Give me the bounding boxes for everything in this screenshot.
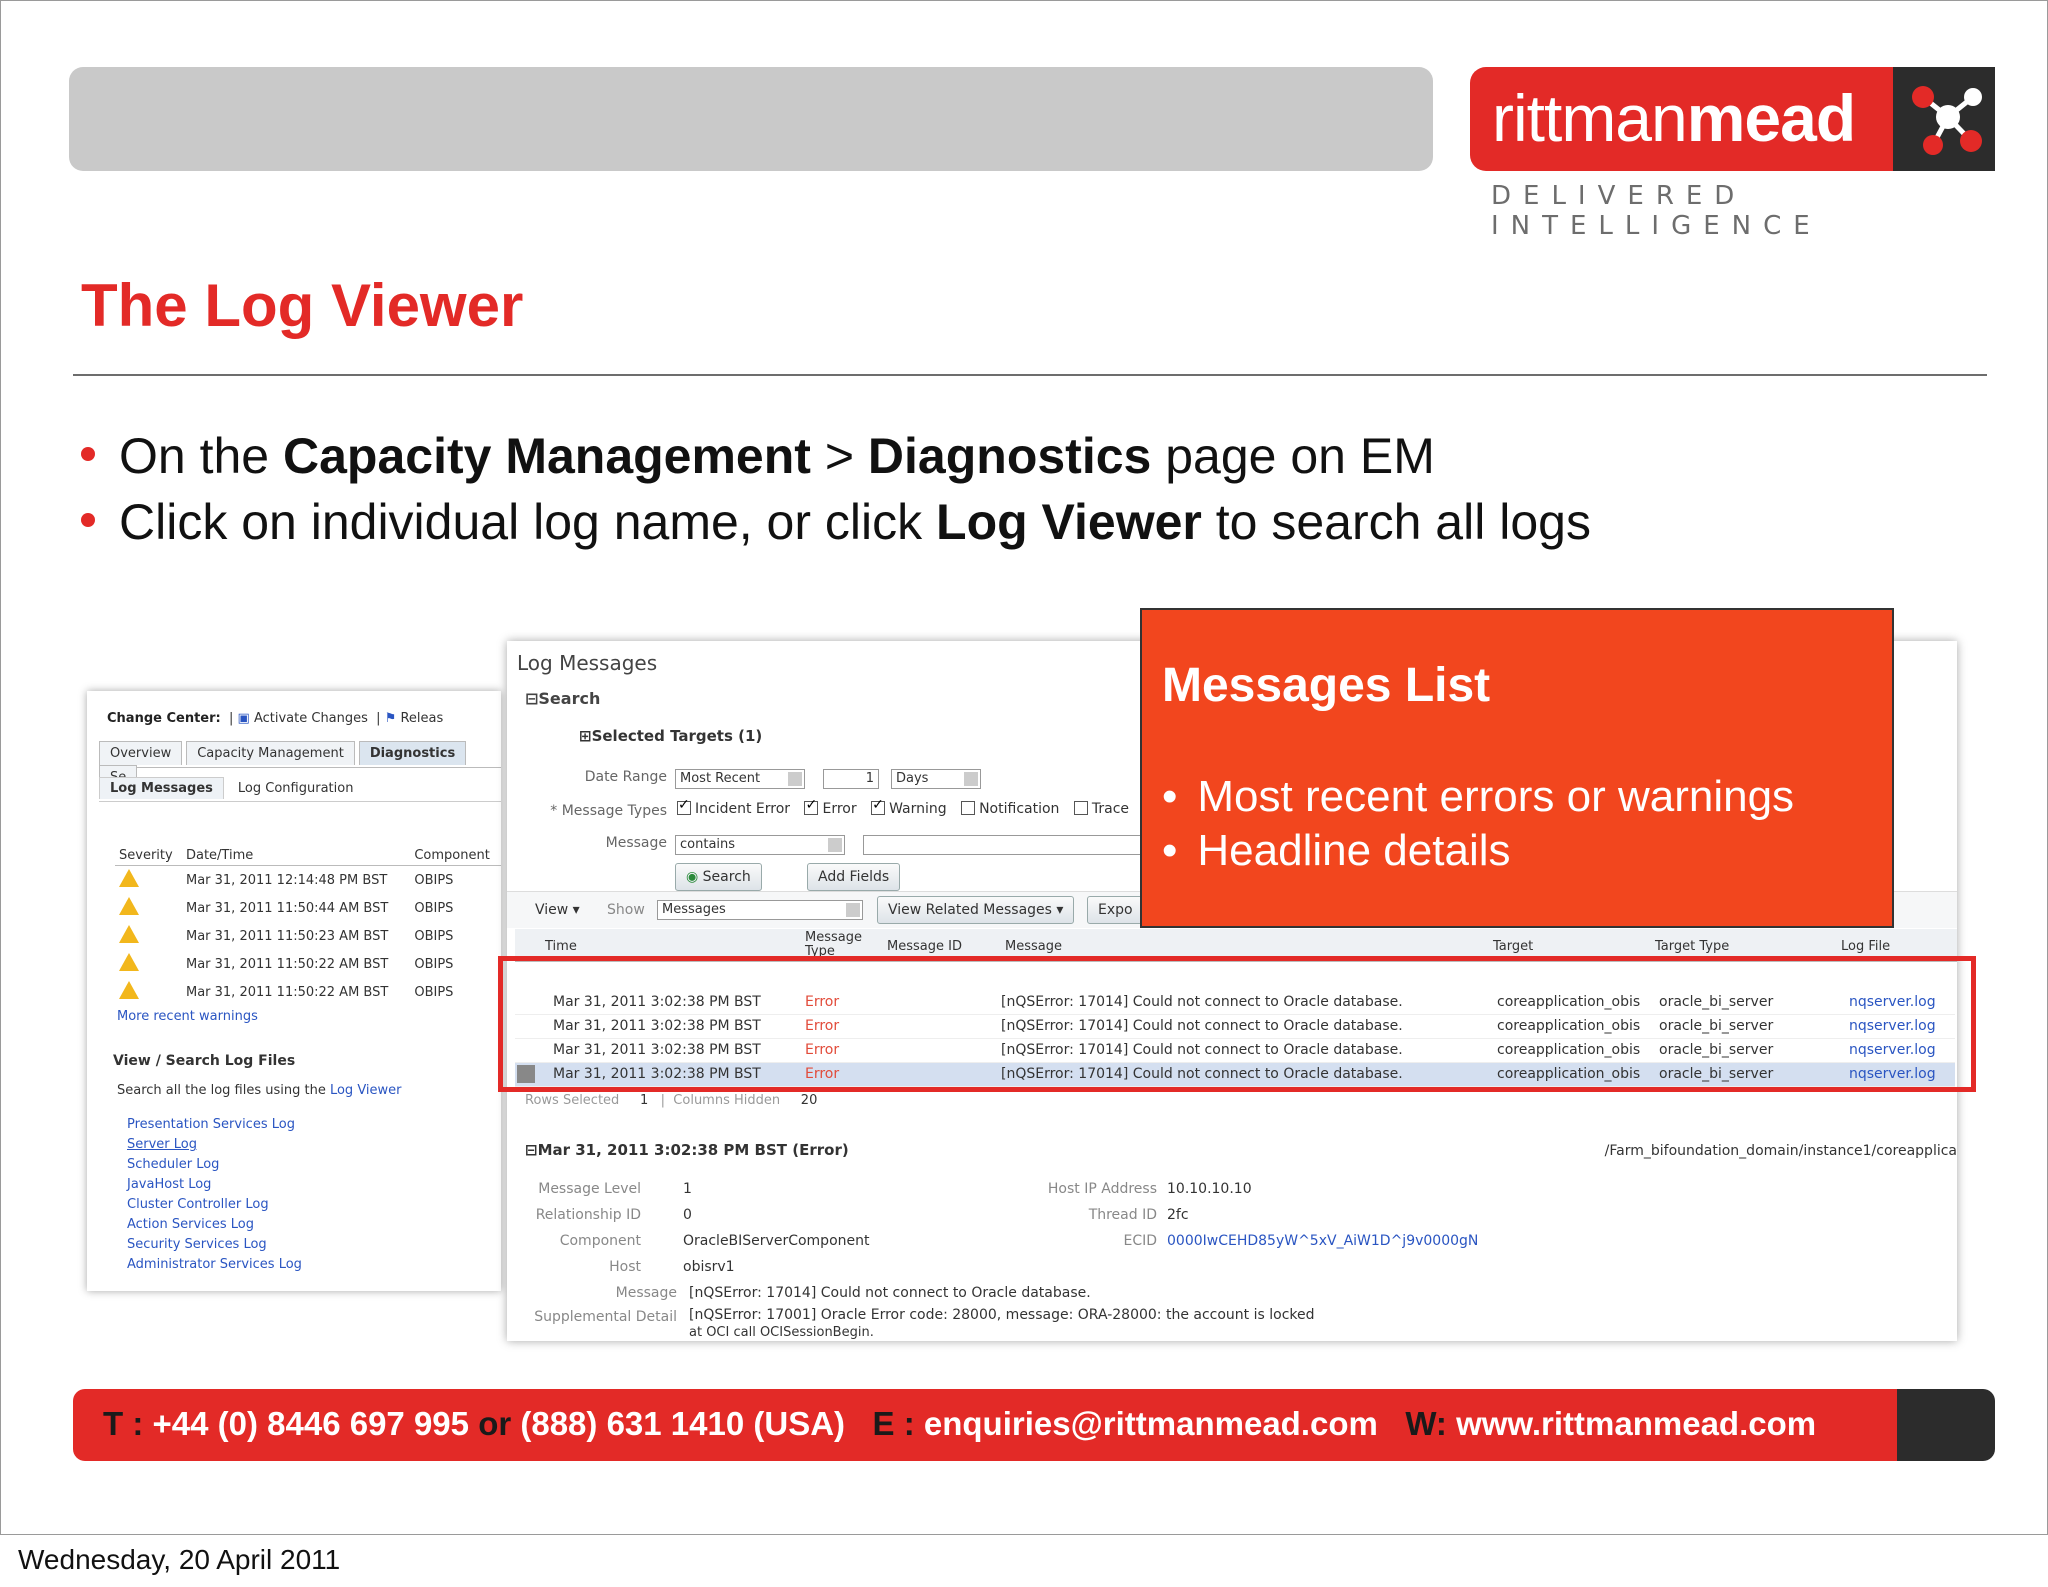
collapse-icon[interactable]: ⊟ (525, 1141, 538, 1159)
release-button[interactable]: Releas (400, 711, 444, 726)
expand-icon[interactable]: ⊞ (579, 727, 592, 745)
title-divider (73, 374, 1987, 376)
host-label: Host (609, 1259, 641, 1275)
rittmanmead-logo (1470, 67, 1995, 171)
slide-title: The Log Viewer (81, 272, 524, 339)
supplemental-value-2: at OCI call OCISessionBegin. (689, 1325, 874, 1340)
col-severity[interactable]: Severity (115, 846, 182, 866)
filter-error[interactable]: ✓ Error (804, 801, 856, 817)
log-link[interactable]: Scheduler Log (127, 1157, 220, 1172)
search-description: Search all the log files using the (117, 1083, 326, 1098)
ecid-label: ECID (1123, 1233, 1157, 1249)
export-button[interactable]: Expo (1087, 896, 1144, 924)
table-row[interactable]: Mar 31, 2011 3:02:38 PM BST Error [nQSError: 17014] Could not connect to Oracle database. coreapplication_obis oracle_bi_server nqserver.log (515, 1039, 1955, 1063)
chevron-down-icon (828, 838, 842, 852)
warning-icon (119, 925, 139, 943)
callout-title: Messages List (1162, 659, 1491, 712)
message-level-label: Message Level (538, 1181, 641, 1197)
chevron-down-icon (964, 772, 978, 786)
logo-word-light: rittman (1492, 81, 1687, 155)
message-type-filters (677, 801, 1139, 817)
header-bar (69, 67, 1433, 171)
col-log-file[interactable]: Log File (1841, 939, 1891, 954)
change-center-label: Change Center: (107, 711, 221, 726)
filter-trace[interactable]: Trace (1074, 801, 1129, 817)
callout-item: • Headline details (1162, 824, 1794, 878)
table-row[interactable]: Mar 31, 2011 11:50:23 AM BST OBIPS (115, 922, 501, 950)
log-link[interactable]: Server Log (127, 1137, 197, 1152)
table-row-selected[interactable]: Mar 31, 2011 3:02:38 PM BST Error [nQSError: 17014] Could not connect to Oracle database. coreapplication_obis oracle_bi_server nqserver.log (515, 1063, 1955, 1087)
chevron-down-icon (846, 903, 860, 917)
email-label: E : (872, 1405, 915, 1442)
col-datetime[interactable]: Date/Time (182, 846, 410, 866)
search-button[interactable]: ◉ Search (675, 863, 762, 891)
callout-item: • Most recent errors or warnings (1162, 770, 1794, 824)
phone-uk: +44 (0) 8446 697 995 (152, 1405, 470, 1442)
table-row[interactable]: Mar 31, 2011 12:14:48 PM BST OBIPS (115, 866, 501, 895)
or-text: or (478, 1405, 512, 1442)
log-file-link[interactable]: nqserver.log (1849, 1066, 1936, 1082)
checkbox-checked-icon[interactable] (804, 801, 818, 815)
bullet-item: Click on individual log name, or click Log Viewer to search all logs (81, 489, 1591, 555)
footer-contact-bar (73, 1389, 1903, 1461)
tab-overview[interactable]: Overview (99, 741, 182, 765)
date-range-label: Date Range (584, 769, 667, 785)
phone-label: T : (103, 1405, 144, 1442)
warning-icon (119, 897, 139, 915)
detail-header[interactable]: Mar 31, 2011 3:02:38 PM BST (Error) (537, 1141, 849, 1159)
supplemental-value: [nQSError: 17001] Oracle Error code: 28000, message: ORA-28000: the account is locked (689, 1307, 1315, 1323)
message-level-value: 1 (683, 1181, 692, 1197)
log-file-link[interactable]: nqserver.log (1849, 994, 1936, 1010)
col-message-type[interactable]: Message Type (805, 930, 862, 959)
log-file-list (127, 1115, 302, 1275)
view-related-messages-button[interactable]: View Related Messages ▾ (877, 896, 1074, 924)
log-file-link[interactable]: nqserver.log (1849, 1042, 1936, 1058)
bullet-item: On the Capacity Management > Diagnostics page on EM (81, 423, 1591, 489)
show-label: Show (607, 902, 645, 918)
host-ip-value: 10.10.10.10 (1167, 1181, 1252, 1197)
email-link[interactable]: enquiries@rittmanmead.com (923, 1405, 1378, 1442)
diagnostics-screenshot: Change Center: | ▣ Activate Changes | ⚑ Releas Overview Capacity Management Diagnostics Log Messages Log Configuration Severity Date/Time Component Mar 31, 2011 12:14:48 PM BST OBIPS Mar 31, 2011 11:50:44 AM BST OBIPS Mar 31, 2011 11:50:23 AM BST OBIPS Mar 31, 2011 11:50:22 AM BST OBIPS Mar 31, 2011 11:50:22 AM BST OBIPS More recent warnings View / Search Log Files Search all the log files using the Log Viewer Presentation Services Log Server Log Scheduler Log JavaHost Log Cluster Controller Log Action Services Log Security Services Log Administrator Services Log (87, 691, 501, 1291)
col-time[interactable]: Time (545, 939, 577, 954)
date-range-unit-select[interactable]: Days (891, 769, 981, 789)
logo-tagline: DELIVERED INTELLIGENCE (1491, 181, 1822, 241)
bullet-dot-icon (81, 513, 95, 527)
message-label: Message (605, 835, 667, 851)
detail-message-value: [nQSError: 17014] Could not connect to Oracle database. (689, 1285, 1091, 1301)
filter-notification[interactable]: Notification (961, 801, 1059, 817)
message-text-input[interactable] (863, 835, 1143, 855)
web-link[interactable]: www.rittmanmead.com (1456, 1405, 1817, 1442)
date-range-number[interactable]: 1 (823, 769, 879, 789)
component-value: OracleBIServerComponent (683, 1233, 870, 1249)
detail-message-label: Message (615, 1285, 677, 1301)
table-row[interactable]: Mar 31, 2011 11:50:44 AM BST OBIPS (115, 894, 501, 922)
em-tabs (99, 741, 501, 768)
view-search-heading: View / Search Log Files (113, 1053, 296, 1069)
callout-list (1162, 770, 1794, 878)
host-ip-label: Host IP Address (1047, 1181, 1157, 1197)
log-link[interactable]: JavaHost Log (127, 1177, 212, 1192)
thread-value: 2fc (1167, 1207, 1189, 1223)
selected-targets-toggle[interactable]: Selected Targets (1) (591, 727, 763, 745)
message-types-label: * Message Types (550, 803, 667, 819)
bullet-dot-icon (81, 447, 95, 461)
table-row[interactable]: Mar 31, 2011 11:50:22 AM BST OBIPS (115, 950, 501, 978)
more-warnings-link[interactable]: More recent warnings (117, 1009, 258, 1024)
relationship-label: Relationship ID (535, 1207, 641, 1223)
logo-molecule-icon (1893, 67, 1995, 171)
row-selector-icon[interactable] (517, 1065, 535, 1083)
col-target-type[interactable]: Target Type (1655, 939, 1730, 954)
grid-header (515, 929, 1957, 962)
date-stamp: Wednesday, 20 April 2011 (18, 1544, 341, 1575)
checkbox-checked-icon[interactable] (871, 801, 885, 815)
warnings-table (115, 846, 501, 1006)
relationship-value: 0 (683, 1207, 692, 1223)
log-link[interactable]: Security Services Log (127, 1237, 267, 1252)
thread-label: Thread ID (1088, 1207, 1157, 1223)
table-row[interactable]: Mar 31, 2011 3:02:38 PM BST Error [nQSError: 17014] Could not connect to Oracle database. coreapplication_obis oracle_bi_server nqserver.log (515, 991, 1955, 1015)
date-range-select[interactable]: Most Recent (675, 769, 805, 789)
search-section-toggle[interactable]: Search (538, 689, 601, 708)
col-target[interactable]: Target (1493, 939, 1534, 954)
col-message[interactable]: Message (1005, 939, 1062, 954)
subtab-log-messages[interactable]: Log Messages (99, 777, 224, 799)
log-link[interactable]: Administrator Services Log (127, 1257, 302, 1272)
filter-incident-error[interactable]: ✓ Incident Error (677, 801, 790, 817)
add-fields-button[interactable]: Add Fields (807, 863, 900, 891)
detail-path: /Farm_bifoundation_domain/instance1/coreapplica (1604, 1143, 1957, 1159)
activate-changes-button[interactable]: Activate Changes (253, 711, 368, 726)
log-link[interactable]: Presentation Services Log (127, 1117, 295, 1132)
checkbox-checked-icon[interactable] (677, 801, 691, 815)
checkbox-icon[interactable] (1074, 801, 1088, 815)
col-component[interactable]: Component (410, 846, 501, 866)
messages-grid (515, 991, 1955, 1087)
show-select[interactable]: Messages (657, 900, 863, 920)
log-file-link[interactable]: nqserver.log (1849, 1018, 1936, 1034)
bullet-list (81, 423, 1591, 555)
web-label: W: (1405, 1405, 1447, 1442)
collapse-icon[interactable]: ⊟ (525, 689, 539, 708)
table-row[interactable]: Mar 31, 2011 11:50:22 AM BST OBIPS (115, 978, 501, 1006)
log-viewer-link[interactable]: Log Viewer (329, 1083, 402, 1098)
warning-icon (119, 869, 139, 887)
em-subtabs (99, 777, 501, 802)
warning-icon (119, 981, 139, 999)
phone-usa: (888) 631 1410 (USA) (520, 1405, 846, 1442)
activate-changes-icon: ▣ (237, 711, 250, 726)
grid-status: Rows Selected 1 | Columns Hidden 20 (525, 1093, 818, 1108)
tab-capacity-management[interactable]: Capacity Management (186, 741, 355, 765)
view-menu[interactable]: View ▾ (535, 902, 580, 918)
logo-word-bold: mead (1686, 81, 1856, 155)
release-icon: ⚑ (384, 711, 397, 726)
subtab-log-configuration[interactable]: Log Configuration (237, 781, 354, 796)
search-icon: ◉ (686, 869, 699, 885)
log-link[interactable]: Cluster Controller Log (127, 1197, 269, 1212)
supplemental-label: Supplemental Detail (534, 1309, 677, 1325)
component-label: Component (559, 1233, 641, 1249)
footer-end-block (1897, 1389, 1995, 1461)
tab-diagnostics[interactable]: Diagnostics (359, 741, 466, 765)
ecid-link[interactable]: 0000IwCEHD85yW^5xV_AiW1D^j9v0000gN (1167, 1233, 1479, 1249)
chevron-down-icon (788, 772, 802, 786)
log-messages-title: Log Messages (517, 651, 658, 675)
checkbox-icon[interactable] (961, 801, 975, 815)
warning-icon (119, 953, 139, 971)
host-value: obisrv1 (683, 1259, 735, 1275)
filter-warning[interactable]: ✓ Warning (871, 801, 947, 817)
messages-list-callout (1140, 608, 1894, 928)
message-operator-select[interactable]: contains (675, 835, 845, 855)
log-link[interactable]: Action Services Log (127, 1217, 255, 1232)
col-message-id[interactable]: Message ID (887, 939, 962, 954)
table-row[interactable]: Mar 31, 2011 3:02:38 PM BST Error [nQSError: 17014] Could not connect to Oracle database. coreapplication_obis oracle_bi_server nqserver.log (515, 1015, 1955, 1039)
